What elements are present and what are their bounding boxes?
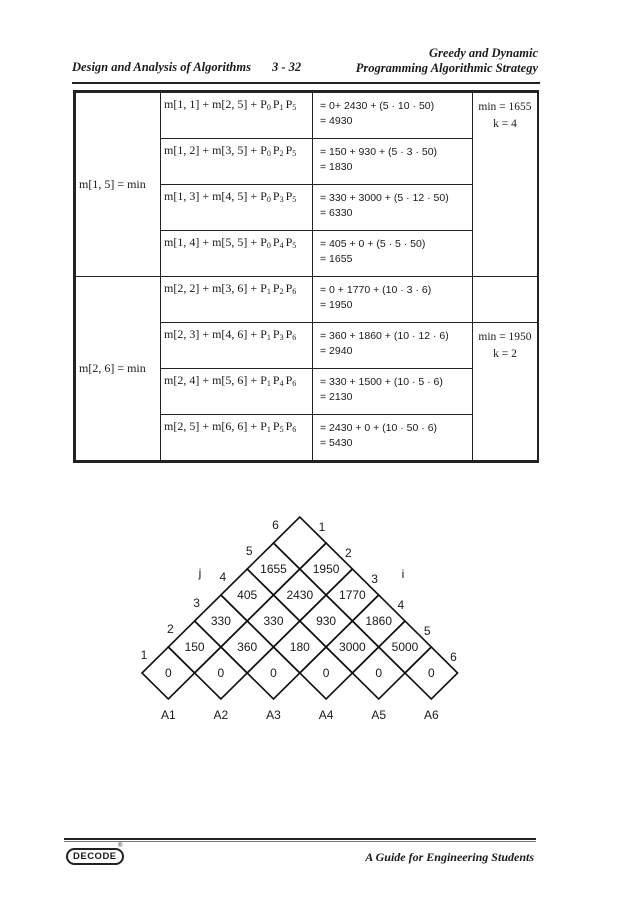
p-symbol: P bbox=[285, 143, 293, 157]
footer-tagline: A Guide for Engineering Students bbox=[365, 850, 534, 864]
calculation-result: = 2130 bbox=[320, 391, 353, 403]
i-axis-label: i bbox=[401, 567, 405, 581]
calculation-result: = 1950 bbox=[320, 299, 353, 311]
cell-value: 405 bbox=[237, 588, 258, 602]
p-symbol: P bbox=[272, 281, 280, 295]
expression-text: m[1, 1] + m[2, 5] + P bbox=[164, 97, 267, 111]
i-index-label: 3 bbox=[371, 572, 378, 586]
cell-value: 1770 bbox=[339, 588, 366, 602]
j-index-label: 6 bbox=[272, 518, 279, 532]
cell-value: 2430 bbox=[286, 588, 314, 602]
p-subscript: 1 bbox=[266, 333, 271, 342]
expression-text: m[1, 2] + m[3, 5] + P bbox=[164, 143, 267, 157]
p-subscript: 5 bbox=[279, 425, 284, 434]
i-index-label: 2 bbox=[344, 546, 352, 560]
cell-value: 5000 bbox=[391, 640, 419, 654]
calculation-expression: = 0 + 1770 + (10 · 3 · 6) bbox=[320, 284, 432, 296]
k-value: k = 2 bbox=[493, 348, 517, 360]
calculation-expression: = 150 + 930 + (5 · 3 · 50) bbox=[320, 146, 438, 158]
p-subscript: 6 bbox=[292, 287, 297, 296]
block-label: m[2, 6] = min bbox=[76, 277, 161, 461]
p-symbol: P bbox=[285, 189, 293, 203]
block-label: m[1, 5] = min bbox=[76, 93, 161, 277]
j-index-label: 1 bbox=[140, 648, 148, 662]
p-symbol: P bbox=[285, 419, 293, 433]
cell-value: 180 bbox=[289, 640, 310, 654]
chapter-title-line2: Programming Algorithmic Strategy bbox=[355, 61, 538, 75]
cell-value: 0 bbox=[427, 666, 435, 680]
calculation-expression: = 405 + 0 + (5 · 5 · 50) bbox=[320, 238, 426, 250]
calculation-result: = 1655 bbox=[320, 253, 353, 265]
expression-text: m[2, 3] + m[4, 6] + P bbox=[164, 327, 267, 341]
p-symbol: P bbox=[272, 143, 280, 157]
p-subscript: 6 bbox=[292, 333, 297, 342]
calculation-expression: = 2430 + 0 + (10 · 50 · 6) bbox=[320, 422, 438, 434]
cell-value: 0 bbox=[375, 666, 383, 680]
j-axis-label: j bbox=[198, 566, 202, 580]
p-subscript: 6 bbox=[292, 425, 297, 434]
calculation-expression: = 0+ 2430 + (5 · 10 · 50) bbox=[320, 100, 435, 112]
cell-value: 0 bbox=[270, 666, 277, 680]
p-subscript: 1 bbox=[279, 103, 284, 112]
p-symbol: P bbox=[285, 327, 293, 341]
p-subscript: 0 bbox=[266, 149, 271, 158]
expression-text: m[1, 3] + m[4, 5] + P bbox=[164, 189, 267, 203]
cell-value: 3000 bbox=[339, 640, 366, 654]
p-subscript: 2 bbox=[279, 287, 284, 296]
p-subscript: 5 bbox=[292, 195, 297, 204]
matrix-label: A6 bbox=[423, 708, 439, 722]
p-subscript: 0 bbox=[266, 195, 271, 204]
chapter-title-line1: Greedy and Dynamic bbox=[428, 46, 538, 60]
p-subscript: 5 bbox=[292, 103, 297, 112]
cell-value: 0 bbox=[322, 666, 330, 680]
expression-text: m[1, 4] + m[5, 5] + P bbox=[164, 235, 267, 249]
i-index-label: 4 bbox=[397, 598, 405, 612]
p-subscript: 2 bbox=[279, 149, 284, 158]
calculation-result: = 5430 bbox=[320, 437, 353, 449]
p-symbol: P bbox=[285, 97, 293, 111]
footer-rule-thin bbox=[64, 841, 536, 842]
j-index-label: 5 bbox=[245, 544, 253, 558]
p-subscript: 4 bbox=[279, 379, 284, 388]
p-symbol: P bbox=[285, 373, 293, 387]
cell-value: 330 bbox=[263, 614, 284, 628]
min-value: min = 1655 bbox=[478, 101, 532, 113]
cell-value: 0 bbox=[164, 666, 172, 680]
p-subscript: 0 bbox=[266, 241, 271, 250]
book-title: Design and Analysis of Algorithms bbox=[72, 60, 251, 74]
p-symbol: P bbox=[272, 327, 280, 341]
decode-logo: DECODE bbox=[66, 848, 124, 865]
p-symbol: P bbox=[272, 97, 280, 111]
p-subscript: 6 bbox=[292, 379, 297, 388]
p-subscript: 3 bbox=[279, 195, 284, 204]
calculation-result: = 6330 bbox=[320, 207, 353, 219]
matrix-label: A4 bbox=[318, 708, 334, 722]
p-symbol: P bbox=[272, 189, 280, 203]
p-symbol: P bbox=[272, 419, 280, 433]
i-index-label: 6 bbox=[450, 650, 457, 664]
matrix-label: A5 bbox=[371, 708, 387, 722]
matrix-label: A3 bbox=[266, 708, 281, 722]
min-value: min = 1950 bbox=[478, 331, 532, 343]
expression-text: m[2, 2] + m[3, 6] + P bbox=[164, 281, 267, 295]
p-subscript: 4 bbox=[279, 241, 284, 250]
matrix-label: A2 bbox=[213, 708, 229, 722]
p-symbol: P bbox=[285, 281, 293, 295]
cell-value: 1655 bbox=[260, 562, 287, 576]
cell-value: 1860 bbox=[365, 614, 393, 628]
calculation-result: = 4930 bbox=[320, 115, 353, 127]
p-subscript: 1 bbox=[266, 425, 271, 434]
calculation-expression: = 330 + 3000 + (5 · 12 · 50) bbox=[320, 192, 449, 204]
cell-value: 930 bbox=[316, 614, 337, 628]
p-subscript: 1 bbox=[266, 287, 271, 296]
cell-value: 1950 bbox=[312, 562, 340, 576]
p-subscript: 5 bbox=[292, 149, 297, 158]
p-symbol: P bbox=[285, 235, 293, 249]
calculation-expression: = 360 + 1860 + (10 · 12 · 6) bbox=[320, 330, 449, 342]
cell-value: 360 bbox=[237, 640, 258, 654]
matrix-label: A1 bbox=[160, 708, 176, 722]
cell-value: 150 bbox=[184, 640, 205, 654]
i-index-label: 5 bbox=[423, 624, 431, 638]
p-subscript: 1 bbox=[266, 379, 271, 388]
j-index-label: 2 bbox=[166, 622, 174, 636]
calculation-expression: = 330 + 1500 + (10 · 5 · 6) bbox=[320, 376, 443, 388]
p-symbol: P bbox=[272, 373, 280, 387]
j-index-label: 3 bbox=[193, 596, 200, 610]
p-subscript: 3 bbox=[279, 333, 284, 342]
cell-value: 0 bbox=[217, 666, 225, 680]
p-subscript: 5 bbox=[292, 241, 297, 250]
calculation-result: = 1830 bbox=[320, 161, 353, 173]
cell-value: 330 bbox=[210, 614, 231, 628]
p-symbol: P bbox=[272, 235, 280, 249]
registered-mark: ® bbox=[118, 843, 123, 849]
page-number: 3 - 32 bbox=[272, 60, 302, 74]
j-index-label: 4 bbox=[219, 570, 227, 584]
expression-text: m[2, 4] + m[5, 6] + P bbox=[164, 373, 267, 387]
expression-text: m[2, 5] + m[6, 6] + P bbox=[164, 419, 267, 433]
p-subscript: 0 bbox=[266, 103, 271, 112]
i-index-label: 1 bbox=[318, 520, 326, 534]
footer-rule bbox=[64, 838, 536, 840]
k-value: k = 4 bbox=[493, 118, 517, 130]
calculation-result: = 2940 bbox=[320, 345, 353, 357]
